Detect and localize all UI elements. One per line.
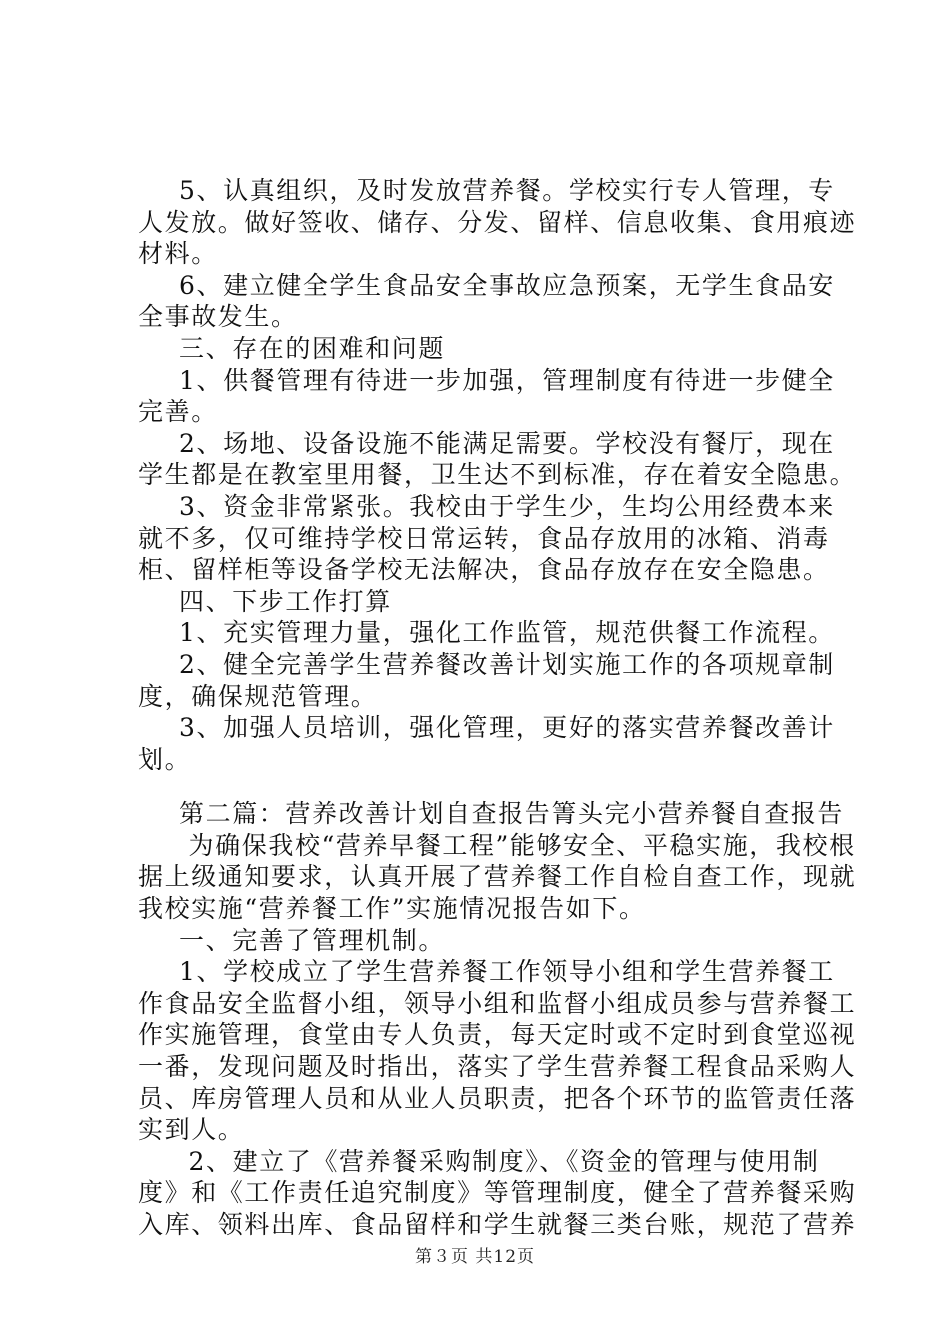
chapter-title: 第二篇：营养改善计划自查报告箐头完小营养餐自查报告 [179,799,845,829]
paragraph: 2、健全完善学生营养餐改善计划实施工作的各项规章制度，确保规范管理。 [138,649,835,711]
paragraph: 1、充实管理力量，强化工作监管，规范供餐工作流程。 [179,618,835,648]
paragraph: 2、场地、设备设施不能满足需要。学校没有餐厅，现在学生都是在教室里用餐，卫生达不到标准，存在着安全隐患。 [138,428,857,490]
section-heading: 一、完善了管理机制。 [179,925,446,955]
paragraph: 2、建立了《营养餐采购制度》、《资金的管理与使用制度》和《工作责任追究制度》等管理制度，健全了营养餐采购入库、领料出库、食品留样和学生就餐三类台账，规范了营养 [138,1146,857,1239]
document-body [138,175,858,1241]
paragraph: 6、建立健全学生食品安全事故应急预案，无学生食品安全事故发生。 [138,270,835,332]
paragraph: 1、供餐管理有待进一步加强，管理制度有待进一步健全完善。 [138,365,835,427]
section-heading: 四、下步工作打算 [179,586,392,616]
paragraph: 为确保我校“营养早餐工程”能够安全、平稳实施，我校根据上级通知要求，认真开展了营养餐工作自检自查工作，现就我校实施“营养餐工作”实施情况报告如下。 [138,830,857,924]
section-heading: 三、存在的困难和问题 [179,333,446,363]
paragraph: 5、认真组织，及时发放营养餐。学校实行专人管理，专人发放。做好签收、储存、分发、留样、信息收集、食用痕迹材料。 [138,176,857,269]
paragraph: 3、加强人员培训，强化管理，更好的落实营养餐改善计划。 [138,713,835,774]
page-number-footer: 第３页 共12页 [414,1247,536,1267]
paragraph: 1、学校成立了学生营养餐工作领导小组和学生营养餐工作食品安全监督小组，领导小组和监督小组成员参与营养餐工作实施管理，食堂由专人负责，每天定时或不定时到食堂巡视一番，发现问题及时指出，落实了学生营养餐工程食品采购人员、库房管理人员和从业人员职责，把各个环节的监管责任落实到人。 [138,957,857,1145]
paragraph: 3、资金非常紧张。我校由于学生少，生均公用经费本来就不多，仅可维持学校日常运转，食品存放用的冰箱、消毒柜、留样柜等设备学校无法解决，食品存放存在安全隐患。 [138,491,835,585]
